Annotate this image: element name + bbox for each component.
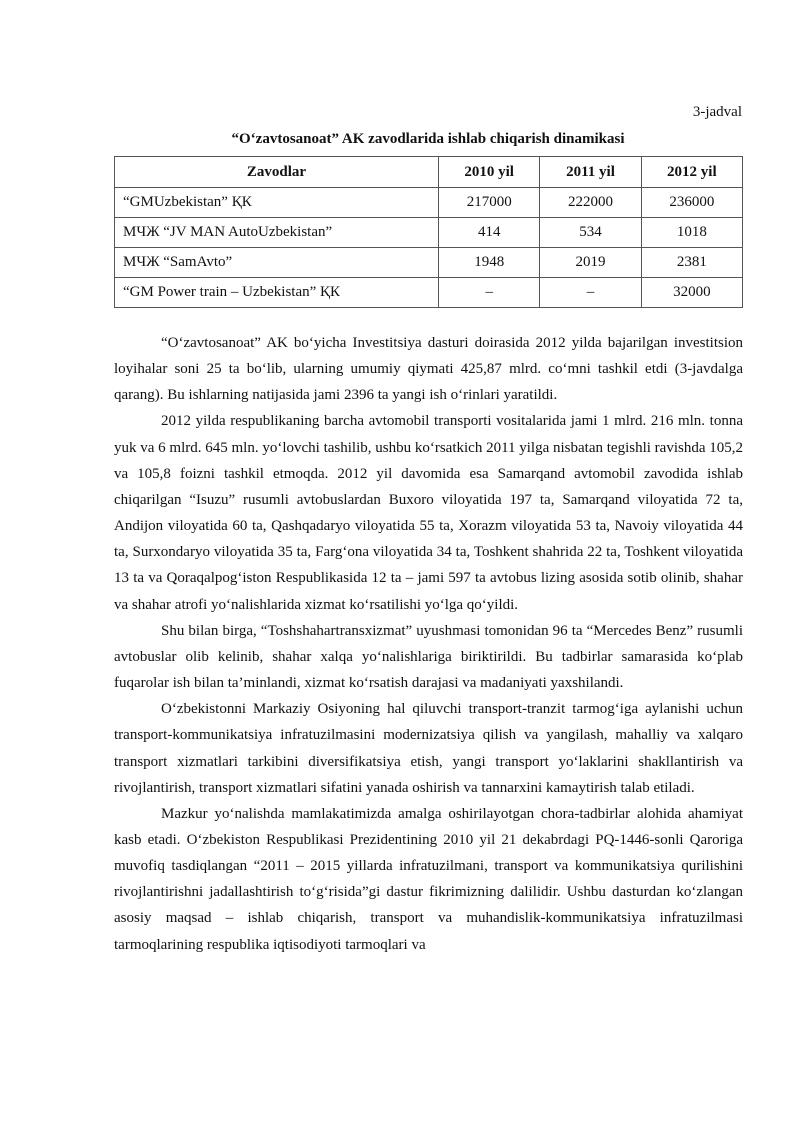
- table-label: 3-jadval: [692, 104, 742, 120]
- paragraph: Shu bilan birga, “Toshshahartransxizmat” uyushmasi tomonidan 96 ta “Mercedes Benz” rusumli avtobuslar olib kelinib, shahar xalqa yo‘nalishlariga biriktirildi. Bu tadbirlar samarasida ko‘plab fuqarolar ish bilan ta’minlandi, xizmat ko‘rsatish darajasi va madaniyati yaxshilandi.: [114, 622, 743, 692]
- value-2011: 222000: [540, 188, 641, 218]
- production-table: [114, 156, 743, 308]
- factory-name: МЧЖ “SamAvto”: [115, 248, 439, 278]
- paragraph: 2012 yilda respublikaning barcha avtomobil transporti vositalarida jami 1 mlrd. 216 mln. tonna yuk va 6 mlrd. 645 mln. yo‘lovchi tashilib, ushbu ko‘rsatkich 2011 yilga nisbatan tegishli ravishda 105,2 va 105,8 foizni tashkil etmoqda. 2012 yil davomida esa Samarqand avtomobil zavodida ishlab chiqarilgan “Isuzu” rusumli avtobuslardan Buxoro viloyatida 197 ta, Samarqand viloyatida 72 ta, Andijon viloyatida 60 ta, Qashqadaryo viloyatida 55 ta, Xorazm viloyatida 53 ta, Navoiy viloyatida 44 ta, Surxondaryo viloyatida 35 ta, Farg‘ona viloyatida 34 ta, Toshkent shahrida 22 ta, Toshkent viloyatida 13 ta va Qoraqalpog‘iston Respublikasida 12 ta – jami 597 ta avtobus lizing asosida sotib olinib, shahar va shahar atrofi yo‘nalishlarida xizmat ko‘rsatilishi yo‘lga qo‘yildi.: [114, 413, 743, 613]
- table-row: [115, 278, 743, 308]
- factory-name: “GM Power train – Uzbekistan” ҚК: [115, 278, 439, 308]
- value-2011: –: [540, 278, 641, 308]
- value-2010: 1948: [439, 248, 540, 278]
- value-2012: 32000: [641, 278, 742, 308]
- value-2011: 2019: [540, 248, 641, 278]
- value-2012: 2381: [641, 248, 742, 278]
- table-title: “O‘zavtosanoat” AK zavodlarida ishlab chiqarish dinamikasi: [231, 131, 625, 147]
- value-2011: 534: [540, 218, 641, 248]
- table-header-row: [115, 157, 743, 188]
- value-2010: 217000: [439, 188, 540, 218]
- body-text: [114, 330, 743, 958]
- paragraph: “O‘zavtosanoat” AK bo‘yicha Investitsiya dasturi doirasida 2012 yilda bajarilgan investitsion loyihalar soni 25 ta bo‘lib, ularning umumiy qiymati 425,87 mlrd. co‘mni tashkil etdi (3-javdalga qarang). Bu ishlarning natijasida jami 2396 ta yangi ish o‘rinlari yaratildi.: [114, 335, 743, 404]
- paragraph: Mazkur yo‘nalishda mamlakatimizda amalga oshirilayotgan chora-tadbirlar alohida ahamiyat kasb etadi. O‘zbekiston Respublikasi Prezidentining 2010 yil 21 dekabrdagi PQ-1446-sonli Qaroriga muvofiq tasdiqlangan “2011 – 2015 yillarda infratuzilmani, transport va kommunikatsiya qurilishini rivojlantirishni jadallashtirish to‘g‘risida”gi dastur fikrimizning dalilidir. Ushbu dasturdan ko‘zlangan asosiy maqsad – ishlab chiqarish, transport va muhandislik-kommunikatsiya infratuzilmasi tarmoqlarining respublika iqtisodiyoti tarmoqlari va: [114, 805, 743, 953]
- header-factories: Zavodlar: [115, 157, 439, 188]
- value-2012: 1018: [641, 218, 742, 248]
- header-2010: 2010 yil: [439, 157, 540, 188]
- value-2010: 414: [439, 218, 540, 248]
- factory-name: “GMUzbekistan” ҚК: [115, 188, 439, 218]
- paragraph: O‘zbekistonni Markaziy Osiyoning hal qiluvchi transport-tranzit tarmog‘iga aylanishi uchun transport-kommunikatsiya infratuzilmasini modernizatsiya qilish va yangilash, mahalliy va xalqaro transport xizmatlari tarkibini diversifikatsiya etish, yangi transport yo‘laklarini shakllantirish va rivojlantirish, transport xizmatlari sifatini yanada oshirish va tannarxini kamaytirish talab etiladi.: [114, 701, 743, 796]
- header-2011: 2011 yil: [540, 157, 641, 188]
- header-2012: 2012 yil: [641, 157, 742, 188]
- table-row: [115, 218, 743, 248]
- value-2010: –: [439, 278, 540, 308]
- table-row: [115, 188, 743, 218]
- table-row: [115, 248, 743, 278]
- factory-name: МЧЖ “JV MAN AutoUzbekistan”: [115, 218, 439, 248]
- value-2012: 236000: [641, 188, 742, 218]
